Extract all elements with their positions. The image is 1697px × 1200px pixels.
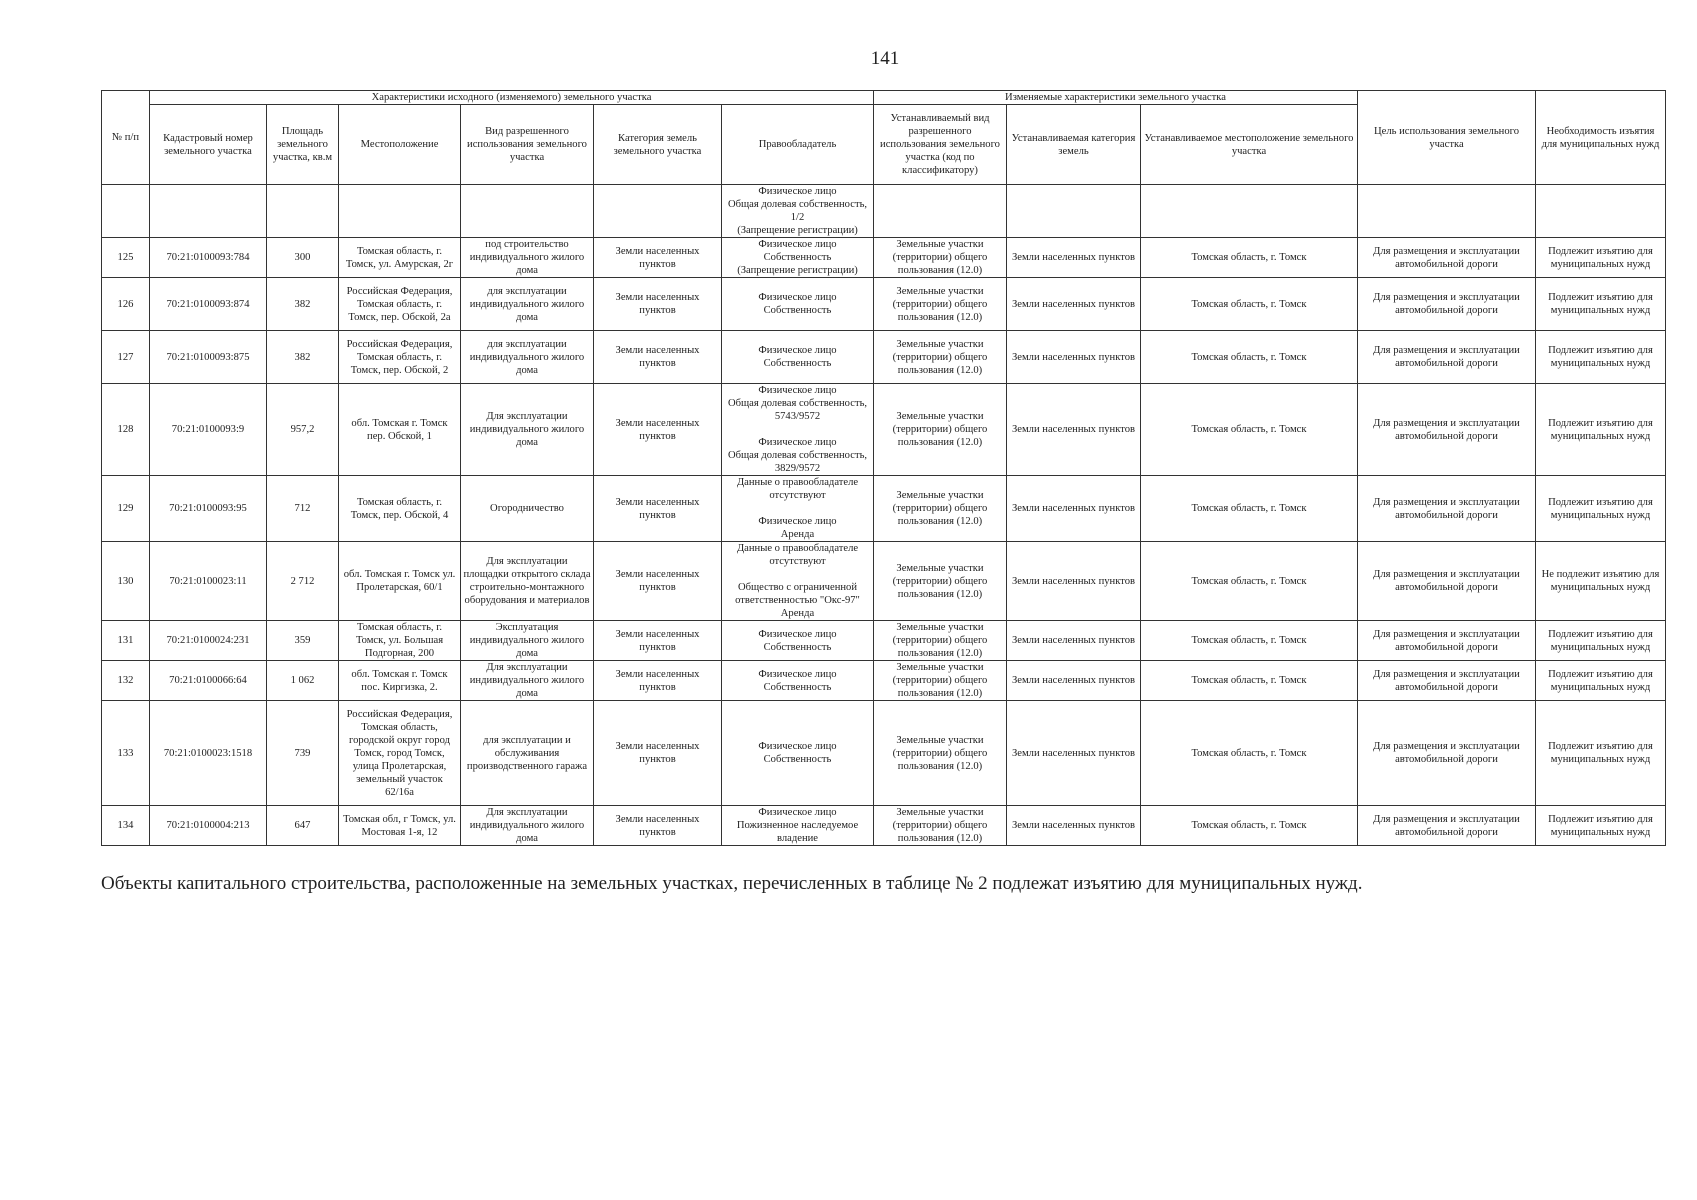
- header-purpose: Цель использования земельного участка: [1358, 91, 1536, 185]
- header-new-use: Устанавливаемый вид разрешенного использования земельного участка (код по классификатору): [874, 105, 1007, 185]
- cadastral-cell: 70:21:0100093:874: [150, 278, 267, 331]
- necessity-cell: Подлежит изъятию для муниципальных нужд: [1536, 278, 1666, 331]
- table-row: [102, 661, 1666, 701]
- new-use-cell: Земельные участки (территории) общего пользования (12.0): [874, 331, 1007, 384]
- cadastral-cell: 70:21:0100093:784: [150, 238, 267, 278]
- new-use-cell: Земельные участки (территории) общего пользования (12.0): [874, 476, 1007, 542]
- new-location-cell: Томская область, г. Томск: [1141, 476, 1358, 542]
- area-cell: 712: [267, 476, 339, 542]
- area-cell: 300: [267, 238, 339, 278]
- cadastral-cell: 70:21:0100093:95: [150, 476, 267, 542]
- row-number-cell: 133: [102, 701, 150, 806]
- owner-cell: Физическое лицо Собственность: [722, 661, 874, 701]
- permitted-use-cell: Огородничество: [461, 476, 594, 542]
- new-location-cell: Томская область, г. Томск: [1141, 238, 1358, 278]
- new-use-cell: Земельные участки (территории) общего пользования (12.0): [874, 542, 1007, 621]
- area-cell: 382: [267, 278, 339, 331]
- purpose-cell: Для размещения и эксплуатации автомобильной дороги: [1358, 542, 1536, 621]
- area-cell: 382: [267, 331, 339, 384]
- purpose-cell: Для размещения и эксплуатации автомобильной дороги: [1358, 476, 1536, 542]
- permitted-use-cell: Для эксплуатации индивидуального жилого дома: [461, 806, 594, 846]
- permitted-use-cell: для эксплуатации индивидуального жилого дома: [461, 331, 594, 384]
- area-cell: 957,2: [267, 384, 339, 476]
- row-number-cell: 127: [102, 331, 150, 384]
- footer-note: Объекты капитального строительства, расположенные на земельных участках, перечисленных в таблице № 2 подлежат изъятию для муниципальных нужд.: [101, 873, 1363, 894]
- necessity-cell: Подлежит изъятию для муниципальных нужд: [1536, 701, 1666, 806]
- owner-cell: Физическое лицо Общая долевая собственность, 1/2 (Запрещение регистрации): [722, 185, 874, 238]
- new-location-cell: Томская область, г. Томск: [1141, 806, 1358, 846]
- necessity-cell: Подлежит изъятию для муниципальных нужд: [1536, 384, 1666, 476]
- table-body: [102, 185, 1666, 846]
- purpose-cell: Для размещения и эксплуатации автомобильной дороги: [1358, 661, 1536, 701]
- new-category-cell: Земли населенных пунктов: [1007, 806, 1141, 846]
- row-number-cell: 128: [102, 384, 150, 476]
- new-use-cell: Земельные участки (территории) общего пользования (12.0): [874, 701, 1007, 806]
- land-category-cell: Земли населенных пунктов: [594, 806, 722, 846]
- header-group-changed: Изменяемые характеристики земельного участка: [874, 91, 1358, 105]
- new-use-cell: Земельные участки (территории) общего пользования (12.0): [874, 621, 1007, 661]
- new-location-cell: Томская область, г. Томск: [1141, 621, 1358, 661]
- table-row: [102, 621, 1666, 661]
- purpose-cell: Для размещения и эксплуатации автомобильной дороги: [1358, 238, 1536, 278]
- location-cell: обл. Томская г. Томск пос. Киргизка, 2.: [339, 661, 461, 701]
- owner-cell: Физическое лицо Собственность: [722, 701, 874, 806]
- new-use-cell: Земельные участки (территории) общего пользования (12.0): [874, 384, 1007, 476]
- table-row: [102, 278, 1666, 331]
- necessity-cell: Подлежит изъятию для муниципальных нужд: [1536, 661, 1666, 701]
- new-category-cell: Земли населенных пунктов: [1007, 661, 1141, 701]
- new-use-cell: Земельные участки (территории) общего пользования (12.0): [874, 238, 1007, 278]
- area-cell: 1 062: [267, 661, 339, 701]
- area-cell: 739: [267, 701, 339, 806]
- table-row: [102, 384, 1666, 476]
- new-category-cell: Земли населенных пунктов: [1007, 278, 1141, 331]
- location-cell: Томская область, г. Томск, ул. Большая Подгорная, 200: [339, 621, 461, 661]
- purpose-cell: Для размещения и эксплуатации автомобильной дороги: [1358, 384, 1536, 476]
- new-category-cell: Земли населенных пунктов: [1007, 621, 1141, 661]
- permitted-use-cell: Эксплуатация индивидуального жилого дома: [461, 621, 594, 661]
- owner-cell: Физическое лицо Собственность: [722, 621, 874, 661]
- necessity-cell: Не подлежит изъятию для муниципальных нужд: [1536, 542, 1666, 621]
- new-category-cell: Земли населенных пунктов: [1007, 542, 1141, 621]
- new-location-cell: Томская область, г. Томск: [1141, 661, 1358, 701]
- owner-cell: Данные о правообладателе отсутствуют Физическое лицо Аренда: [722, 476, 874, 542]
- new-location-cell: Томская область, г. Томск: [1141, 331, 1358, 384]
- permitted-use-cell: под строительство индивидуального жилого дома: [461, 238, 594, 278]
- new-category-cell: Земли населенных пунктов: [1007, 476, 1141, 542]
- cadastral-cell: 70:21:0100004:213: [150, 806, 267, 846]
- owner-cell: Физическое лицо Общая долевая собственность, 5743/9572 Физическое лицо Общая долевая собственность, 3829/9572: [722, 384, 874, 476]
- land-category-cell: Земли населенных пунктов: [594, 238, 722, 278]
- permitted-use-cell: Для эксплуатации индивидуального жилого дома: [461, 384, 594, 476]
- necessity-cell: Подлежит изъятию для муниципальных нужд: [1536, 806, 1666, 846]
- location-cell: Российская Федерация, Томская область, г. Томск, пер. Обской, 2а: [339, 278, 461, 331]
- row-number-cell: 126: [102, 278, 150, 331]
- cadastral-cell: 70:21:0100023:11: [150, 542, 267, 621]
- land-category-cell: Земли населенных пунктов: [594, 384, 722, 476]
- land-category-cell: Земли населенных пунктов: [594, 661, 722, 701]
- new-category-cell: Земли населенных пунктов: [1007, 701, 1141, 806]
- location-cell: обл. Томская г. Томск ул. Пролетарская, 60/1: [339, 542, 461, 621]
- header-permitted-use: Вид разрешенного использования земельного участка: [461, 105, 594, 185]
- necessity-cell: Подлежит изъятию для муниципальных нужд: [1536, 476, 1666, 542]
- purpose-cell: Для размещения и эксплуатации автомобильной дороги: [1358, 806, 1536, 846]
- cadastral-cell: 70:21:0100066:64: [150, 661, 267, 701]
- table-row: [102, 701, 1666, 806]
- table-row: [102, 331, 1666, 384]
- land-category-cell: Земли населенных пунктов: [594, 701, 722, 806]
- row-number-cell: 125: [102, 238, 150, 278]
- table-row: [102, 238, 1666, 278]
- location-cell: Российская Федерация, Томская область, городской округ город Томск, город Томск, улица Пролетарская, земельный участок 62/16а: [339, 701, 461, 806]
- land-category-cell: Земли населенных пунктов: [594, 476, 722, 542]
- owner-cell: Физическое лицо Собственность: [722, 278, 874, 331]
- purpose-cell: Для размещения и эксплуатации автомобильной дороги: [1358, 701, 1536, 806]
- header-land-category: Категория земель земельного участка: [594, 105, 722, 185]
- location-cell: Российская Федерация, Томская область, г. Томск, пер. Обской, 2: [339, 331, 461, 384]
- purpose-cell: Для размещения и эксплуатации автомобильной дороги: [1358, 621, 1536, 661]
- necessity-cell: Подлежит изъятию для муниципальных нужд: [1536, 331, 1666, 384]
- table-row: [102, 542, 1666, 621]
- land-category-cell: Земли населенных пунктов: [594, 621, 722, 661]
- owner-cell: Физическое лицо Собственность (Запрещение регистрации): [722, 238, 874, 278]
- necessity-cell: Подлежит изъятию для муниципальных нужд: [1536, 238, 1666, 278]
- location-cell: Томская обл, г Томск, ул. Мостовая 1-я, 12: [339, 806, 461, 846]
- land-plots-table: [101, 90, 1666, 846]
- owner-cell: Физическое лицо Пожизненное наследуемое владение: [722, 806, 874, 846]
- row-number-cell: 132: [102, 661, 150, 701]
- new-use-cell: Земельные участки (территории) общего пользования (12.0): [874, 661, 1007, 701]
- location-cell: обл. Томская г. Томск пер. Обской, 1: [339, 384, 461, 476]
- header-new-location: Устанавливаемое местоположение земельного участка: [1141, 105, 1358, 185]
- table-row-continuation: [102, 185, 1666, 238]
- cadastral-cell: 70:21:0100093:875: [150, 331, 267, 384]
- area-cell: 359: [267, 621, 339, 661]
- new-location-cell: Томская область, г. Томск: [1141, 278, 1358, 331]
- necessity-cell: Подлежит изъятию для муниципальных нужд: [1536, 621, 1666, 661]
- new-category-cell: Земли населенных пунктов: [1007, 331, 1141, 384]
- row-number-cell: 130: [102, 542, 150, 621]
- cadastral-cell: 70:21:0100024:231: [150, 621, 267, 661]
- header-owner: Правообладатель: [722, 105, 874, 185]
- row-number-cell: 134: [102, 806, 150, 846]
- new-location-cell: Томская область, г. Томск: [1141, 701, 1358, 806]
- location-cell: Томская область, г. Томск, ул. Амурская, 2г: [339, 238, 461, 278]
- row-number-cell: 129: [102, 476, 150, 542]
- land-category-cell: Земли населенных пунктов: [594, 331, 722, 384]
- new-location-cell: Томская область, г. Томск: [1141, 384, 1358, 476]
- page-number: 141: [870, 48, 900, 69]
- new-category-cell: Земли населенных пунктов: [1007, 384, 1141, 476]
- header-area: Площадь земельного участка, кв.м: [267, 105, 339, 185]
- location-cell: Томская область, г. Томск, пер. Обской, 4: [339, 476, 461, 542]
- header-cadastral: Кадастровый номер земельного участка: [150, 105, 267, 185]
- permitted-use-cell: Для эксплуатации индивидуального жилого дома: [461, 661, 594, 701]
- row-number-cell: 131: [102, 621, 150, 661]
- purpose-cell: Для размещения и эксплуатации автомобильной дороги: [1358, 331, 1536, 384]
- cadastral-cell: 70:21:0100023:1518: [150, 701, 267, 806]
- area-cell: 2 712: [267, 542, 339, 621]
- land-category-cell: Земли населенных пунктов: [594, 542, 722, 621]
- header-location: Местоположение: [339, 105, 461, 185]
- permitted-use-cell: Для эксплуатации площадки открытого склада строительно-монтажного оборудования и материалов: [461, 542, 594, 621]
- table-row: [102, 806, 1666, 846]
- permitted-use-cell: для эксплуатации и обслуживания производственного гаража: [461, 701, 594, 806]
- header-row-number: № п/п: [102, 91, 150, 185]
- land-category-cell: Земли населенных пунктов: [594, 278, 722, 331]
- new-location-cell: Томская область, г. Томск: [1141, 542, 1358, 621]
- cadastral-cell: 70:21:0100093:9: [150, 384, 267, 476]
- new-use-cell: Земельные участки (территории) общего пользования (12.0): [874, 278, 1007, 331]
- permitted-use-cell: для эксплуатации индивидуального жилого дома: [461, 278, 594, 331]
- header-group-source: Характеристики исходного (изменяемого) земельного участка: [150, 91, 874, 105]
- header-necessity: Необходимость изъятия для муниципальных нужд: [1536, 91, 1666, 185]
- new-use-cell: Земельные участки (территории) общего пользования (12.0): [874, 806, 1007, 846]
- area-cell: 647: [267, 806, 339, 846]
- owner-cell: Физическое лицо Собственность: [722, 331, 874, 384]
- new-category-cell: Земли населенных пунктов: [1007, 238, 1141, 278]
- table-row: [102, 476, 1666, 542]
- owner-cell: Данные о правообладателе отсутствуют Общество с ограниченной ответственностью "Окс-97" Аренда: [722, 542, 874, 621]
- purpose-cell: Для размещения и эксплуатации автомобильной дороги: [1358, 278, 1536, 331]
- header-new-category: Устанавливаемая категория земель: [1007, 105, 1141, 185]
